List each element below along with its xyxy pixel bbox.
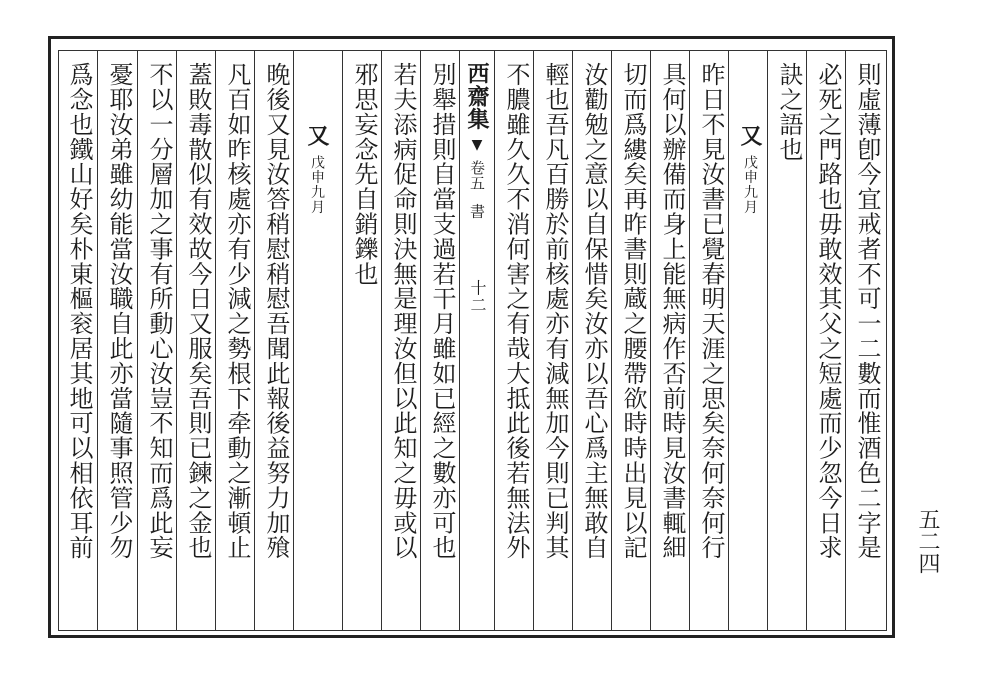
text-column-16: 晚後又見汝答稍慰稍慰吾聞此報後益努力加飱 <box>262 62 290 560</box>
column-divider <box>176 50 177 631</box>
fishtail-ornament-icon: ▼ <box>469 136 485 154</box>
text-column-21: 爲念也鐵山好矣朴東樞衮居其地可以相依耳前 <box>65 62 93 560</box>
text-column-18: 蓋敗毒散似有效故今日又服矣吾則已鍊之金也 <box>184 62 212 560</box>
column-divider <box>254 50 255 631</box>
letter-heading-2 <box>300 124 334 684</box>
letter-heading-1 <box>733 124 767 684</box>
letter-title: 又 <box>304 124 330 147</box>
column-divider <box>650 50 651 631</box>
column-divider <box>533 50 534 631</box>
column-divider <box>572 50 573 631</box>
text-column-12: 別舉措則自當支過若干月雖如已經之數亦可也 <box>428 62 456 560</box>
text-column-9: 輕也吾凡百勝於前核處亦有減無加今則已判其 <box>541 62 569 560</box>
text-column-1: 則虛薄卽今宜戒者不可一二數而惟酒色二字是 <box>853 62 881 560</box>
column-divider <box>767 50 768 631</box>
column-divider <box>420 50 421 631</box>
book-title: 西齋集 <box>464 62 490 131</box>
text-column-6: 具何以辦備而身上能無病作否前時見汝書輒細 <box>658 62 686 560</box>
text-column-5: 昨日不見汝書已覺春明天涯之思矣奈何奈何行 <box>697 62 725 560</box>
column-divider <box>611 50 612 631</box>
letter-title: 又 <box>737 124 763 147</box>
section-label: 書 <box>468 203 486 220</box>
column-divider <box>293 50 294 631</box>
text-column-7: 切而爲縷矣再昨書則蔵之腰帶欲時時出見以記 <box>619 62 647 560</box>
column-divider <box>494 50 495 631</box>
page-number: 五二四 <box>915 508 940 574</box>
text-column-2: 必死之門路也毋敢效其父之短處而少忽今日求 <box>814 62 842 560</box>
column-divider <box>806 50 807 631</box>
column-divider <box>381 50 382 631</box>
column-divider <box>97 50 98 631</box>
text-column-13: 若夫添病促命則決無是理汝但以此知之毋或以 <box>389 62 417 560</box>
column-divider <box>845 50 846 631</box>
leaf-number: 十二 <box>468 279 487 314</box>
text-column-19: 不以一分層加之事有所動心汝豈不知而爲此妄 <box>145 62 173 560</box>
letter-date: 戊申九月 <box>742 154 758 215</box>
text-column-8: 汝勸勉之意以自保惜矣汝亦以吾心爲主無敢自 <box>580 62 608 560</box>
text-column-20: 憂耶汝弟雖幼能當汝職自此亦當隨事照管少勿 <box>105 62 133 560</box>
letter-date: 戊申九月 <box>309 154 325 215</box>
column-divider <box>689 50 690 631</box>
text-column-10: 不膿雖久久不消何害之有哉大抵此後若無法外 <box>502 62 530 560</box>
text-column-14: 邪思妄念先自銷鑠也 <box>350 62 378 287</box>
column-divider <box>215 50 216 631</box>
column-divider <box>342 50 343 631</box>
volume-label: 卷五 <box>468 159 486 192</box>
center-fold-column <box>460 62 494 622</box>
column-divider <box>137 50 138 631</box>
text-column-3: 訣之語也 <box>775 62 803 162</box>
text-column-17: 凡百如昨核處亦有少減之勢根下牵動之漸頓止 <box>223 62 251 560</box>
column-divider <box>728 50 729 631</box>
